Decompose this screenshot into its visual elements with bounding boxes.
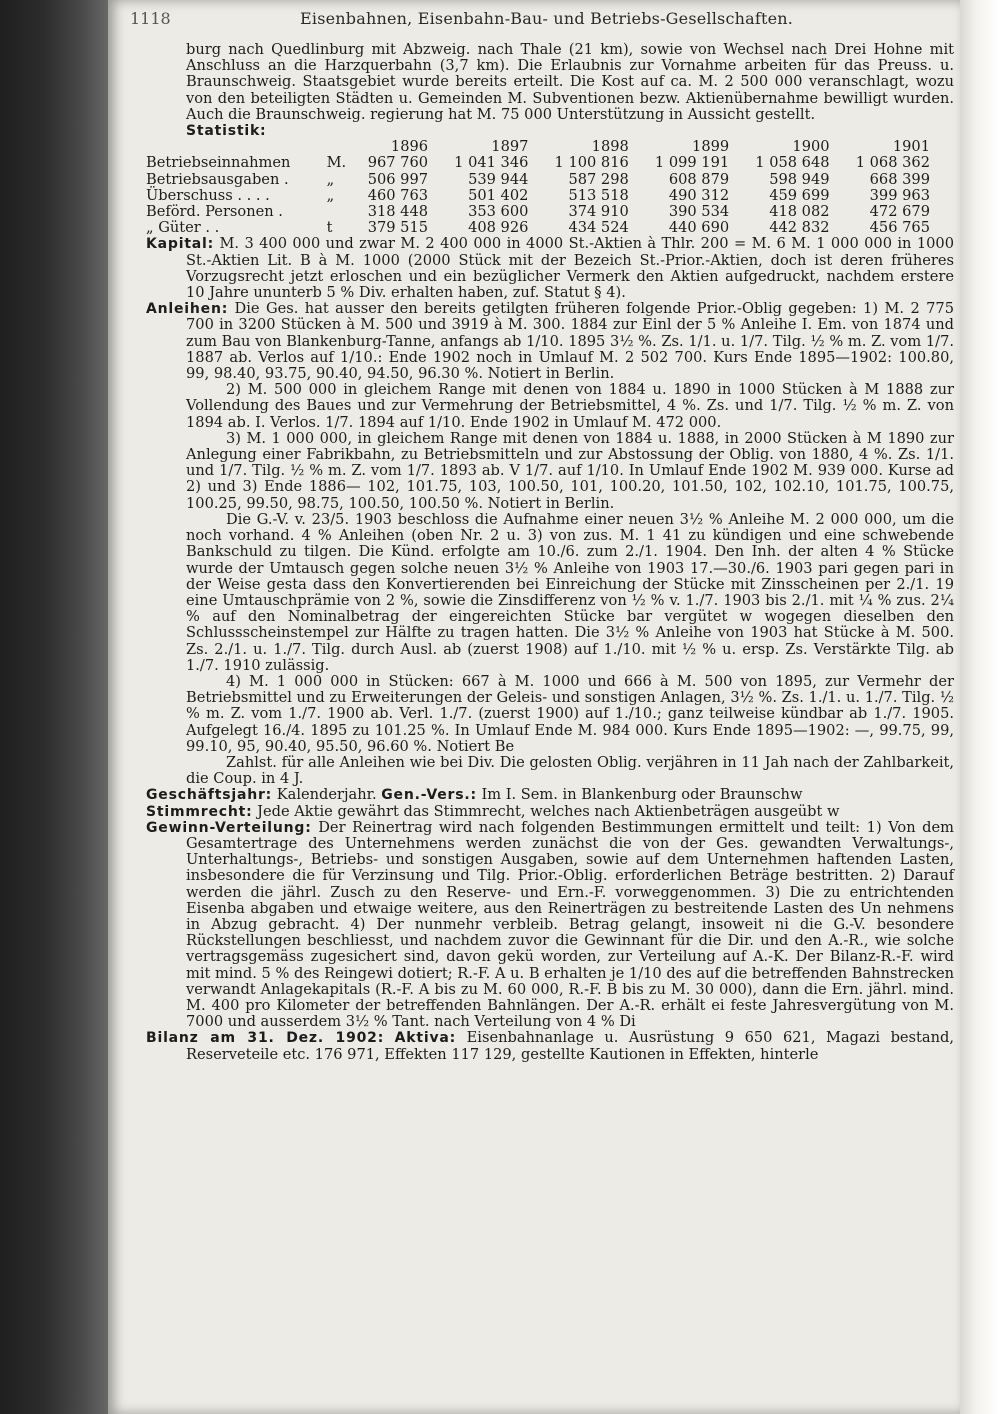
cell: 374 910 [568,203,629,221]
year-header: 1900 [792,138,830,156]
cell: 1 099 191 [654,154,730,172]
cell: 501 402 [468,186,529,204]
cell: 506 997 [367,170,429,188]
row-unit: „ [326,170,335,188]
cell: 440 690 [668,219,730,237]
geschaeftsjahr-text: Kalenderjahr. [276,786,377,804]
cell: 1 068 362 [855,154,930,172]
cell: 513 518 [568,186,629,204]
cell: 460 763 [367,186,429,204]
gen-vers-label: Gen.-Vers.: [381,787,477,804]
cell: 598 949 [769,170,830,188]
row-unit: „ [326,186,335,204]
row-label: Beförd. Personen . [146,203,283,221]
cell: 1 058 648 [755,154,830,172]
kapital-label: Kapital: [146,236,215,253]
anleihen-paragraph: 2) M. 500 000 in gleichem Range mit denen von 1884 u. 1890 in 1000 Stücken à M 1888 zur Vollendung des Baues und zur Vermehrung der Betriebsmittel, 4 %. Zs. und 1/7. Tilg. ½ % m. Z. von 1894 ab. I. Verlos. 1/7. 1894 auf 1/10. Ende 1902 in Umlauf M. 472 000. [186,381,954,431]
anleihen-text: Die Ges. hat ausser den bereits getilgten früheren folgende Prior.-Oblig gegeben: 1) M. 2 775 700 in 3200 Stücken à M. 500 und 3919 à M. 300. 1884 zur Einl der 5 % Anleihe I. Em. von 1874 und zum Bau von Blankenburg-Tanne, anfangs ab 1/10. 1895 3½ %. Zs. 1/1. u. 1/7. Tilg. ½ % m. Z. vom 1/7. 1887 ab. Verlos auf 1/10.: Ende 1902 noch in Umlauf M. 2 502 700. Kurs Ende 1895—1902: 100.80, 99, 98.40, 93.75, 90.40, 94.50, 96.30 %. Notiert in Berlin. [186,300,954,383]
cell: 379 515 [367,219,429,237]
table-row [146,172,936,188]
bilanz-label: Bilanz am 31. Dez. 1902: [146,1030,385,1047]
row-label: Betriebseinnahmen [146,154,291,172]
gewinn-verteilung-text: Der Reinertrag wird nach folgenden Bestimmungen ermittelt und teilt: 1) Von dem Gesamtertrage des Unternehmens werden zunächst die von der Ges. gewandten Verwaltungs-, Unterhaltungs-, Betriebs- und sonstigen Ausgaben, sowie auf dem Unternehmen haftenden Lasten, insbesondere die für Verzinsung und Tilg. Prior.-Oblig. erforderlichen Beträge bestritten. 2) Darauf werden die jährl. Zusch zu den Reserve- und Ern.-F. vorweggenommen. 3) Die zu entrichtenden Eisenba abgaben und etwaige weitere, aus den Reinerträgen zu bestreitende Lasten des Un nehmens in Abzug gebracht. 4) Der nunmehr verbleib. Betrag gelangt, insoweit ni die G.-V. besondere Rückstellungen beschliesst, und nachdem zuvor die Gewinnant für die Dir. und den A.-R., wie solche vertragsgemäss zugesichert sind, davon gekü worden, zur Verteilung auf A.-K. Der Bilanz-R.-F. wird mit mind. 5 % des Reingewi dotiert; R.-F. A u. B erhalten je 1/10 des auf die betreffenden Bahnstrecken verwandt Anlagekapitals (R.-F. A bis zu M. 60 000, R.-F. B bis zu M. 30 000), dann die Ern. jährl. mind. M. 400 pro Kilometer der betreffenden Bahnlängen. Der A.-R. erhält ei feste Jahresvergütung von M. 7000 und ausserdem 3½ % Tant. nach Verteilung von 4 % Di [186,818,954,1031]
table-row [146,204,936,220]
row-label: „ Güter . . [146,219,220,237]
cell: 434 524 [568,219,629,237]
kapital-section [146,236,954,301]
intro-paragraph: burg nach Quedlinburg mit Abzweig. nach Thale (21 km), sowie von Wechsel nach Drei Hohne mit Anschluss an die Harzquerbahn (3,7 km). Die Erlaubnis zur Vornahme arbeiten für das Preuss. u. Braunschweig. Staatsgebiet wurde bereits erteilt. Die Kost auf ca. M. 2 500 000 veranschlagt, wozu von den beteiligten Städten u. Gemeinden M. Subventionen bezw. Aktienübernahme bewilligt wurden. Auch die Braunschweig. regierung hat M. 75 000 Unterstützung in Aussicht gestellt. [186,41,954,123]
cell: 353 600 [468,203,529,221]
anleihen-paragraph: 4) M. 1 000 000 in Stücken: 667 à M. 1000 und 666 à M. 500 von 1895, zur Vermehr der Betriebsmittel und zu Erweiterungen der Geleis- und sonstigen Anlagen, 3½ %. Zs. 1./1. u. 1./7. Tilg. ½ % m. Z. vom 1./7. 1900 ab. Verl. 1./7. (zuerst 1900) auf 1./10.; ganz teilweise kündbar ab 1./7. 1905. Aufgelegt 16./4. 1895 zu 101.25 %. In Umlauf Ende M. 984 000. Kurs Ende 1895—1902: —, 99.75, 99, 99.10, 95, 90.40, 95.50, 96.60 %. Notiert Be [186,672,954,755]
anleihen-paragraph: 3) M. 1 000 000, in gleichem Range mit denen von 1884 u. 1888, in 2000 Stücken à M 1890 zur Anlegung einer Fabrikbahn, zu Betriebsmitteln und zur Abstossung der Oblig. von 1880, 4 %. Zs. 1/1. und 1/7. Tilg. ½ % m. Z. vom 1/7. 1893 ab. V 1/7. auf 1/10. In Umlauf Ende 1902 M. 939 000. Kurse ad 2) und 3) Ende 1886— 102, 101.75, 103, 100.50, 101, 100.20, 101.50, 102, 102.10, 101.75, 100.75, 100.25, 99.50, 98.75, 100.50, 100.50 %. Notiert in Berlin. [186,429,954,512]
bilanz-section [146,1030,954,1062]
cell: 539 944 [468,170,529,188]
year-header: 1897 [491,138,529,156]
year-header: 1899 [692,138,730,156]
running-title: Eisenbahnen, Eisenbahn-Bau- und Betriebs-Gesellschaften. [300,9,794,28]
stimmrecht-text: Jede Aktie gewährt das Stimmrecht, welches nach Aktienbeträgen ausgeübt w [257,802,840,820]
gen-vers-text: Im I. Sem. in Blankenburg oder Braunschw [481,786,803,804]
stimmrecht-label: Stimmrecht: [146,803,253,820]
row-label: Überschuss . . . . [146,186,270,204]
table-row [146,155,936,171]
cell: 1 041 346 [454,154,529,172]
year-header: 1901 [892,138,930,156]
cell: 418 082 [769,203,830,221]
table-row [146,220,936,236]
geschaeftsjahr-label: Geschäftsjahr: [146,787,273,804]
page-content [146,42,954,1063]
stimmrecht-section [146,804,954,820]
cell: 318 448 [367,203,429,221]
row-unit: t [326,219,333,237]
gewinn-verteilung-section [146,820,954,1031]
anleihen-paragraph: Zahlst. für alle Anleihen wie bei Div. Die gelosten Oblig. verjähren in 11 Jah nach der Zahlbarkeit, die Coup. in 4 J. [186,753,954,788]
cell: 472 679 [869,203,930,221]
anleihen-section [146,301,954,382]
statistik-table [146,139,936,236]
cell: 390 534 [668,203,730,221]
row-unit: M. [326,154,347,172]
year-header: 1898 [591,138,629,156]
statistik-heading: Statistik: [186,123,267,140]
table-row [146,188,936,204]
cell: 967 760 [367,154,429,172]
cell: 442 832 [769,219,830,237]
book-binding-shadow [0,0,110,1414]
page-number: 1118 [130,9,171,28]
cell: 456 765 [869,219,930,237]
aktiva-label: Aktiva: [394,1030,457,1047]
kapital-text: M. 3 400 000 und zwar M. 2 400 000 in 4000 St.-Aktien à Thlr. 200 = M. 6 M. 1 000 000 in 1000 St.-Aktien Lit. B à M. 1000 (2000 Stück mit der Bezeich St.-Prior.-Aktien, doch ist deren früheres Vorzugsrecht jetzt erloschen und ein bezüglicher Vermerk den Aktien aufgedruckt, nachdem erstere 10 Jahre ununterb 5 % Div. erhalten haben, zuf. Statut § 4). [186,235,954,302]
cell: 668 399 [869,170,930,188]
cell: 490 312 [668,186,730,204]
cell: 608 879 [668,170,730,188]
statistik-year-row [146,139,936,155]
cell: 1 100 816 [554,154,629,172]
cell: 587 298 [568,170,629,188]
gewinn-verteilung-label: Gewinn-Verteilung: [146,819,312,836]
bilanz-text: Eisenbahnanlage u. Ausrüstung 9 650 621, Magazi bestand, Reserveteile etc. 176 971, Effekten 117 129, gestellte Kautionen in Effekten, hinterle [186,1029,954,1063]
year-header: 1896 [390,138,429,156]
geschaeftsjahr-section [146,787,954,803]
cell: 459 699 [769,186,830,204]
row-unit [327,204,352,220]
cell: 408 926 [468,219,529,237]
row-label: Betriebsausgaben . [146,170,289,188]
anleihen-label: Anleihen: [146,301,229,318]
adjacent-page-edge [960,0,1000,1414]
cell: 399 963 [869,186,930,204]
anleihen-paragraph: Die G.-V. v. 23/5. 1903 beschloss die Aufnahme einer neuen 3½ % Anleihe M. 2 000 000, um die noch vorhand. 4 % Anleihen (oben Nr. 2 u. 3) von zus. M. 1 41 zu kündigen und eine schwebende Bankschuld zu tilgen. Die Künd. erfolgte am 10./6. zum 2./1. 1904. Den Inh. der alten 4 % Stücke wurde der Umtausch gegen solche neuen 3½ % Anleihe von 1903 17.—30./6. 1903 pari gegen pari in der Weise gesta dass den Konvertierenden bei Einreichung der Stücke mit Zinsscheinen per 2./1. 19 eine Umtauschprämie von 2 %, sowie die Zinsdifferenz von ½ % v. 1./7. 1903 bis 2./1. mit ¼ % zus. 2¼ % auf den Nominalbetrag der eingereichten Stücke bar vergütet w wogegen dieselben den Schlussscheinstempel zur Hälfte zu tragen hatten. Die 3½ % Anleihe von 1903 hat Stücke à M. 500. Zs. 2./1. u. 1./7. Tilg. durch Ausl. ab (zuerst 1908) auf 1./10. mit ½ % u. ersp. Zs. Verstärkte Tilg. ab 1./7. 1910 zulässig. [186,510,954,674]
